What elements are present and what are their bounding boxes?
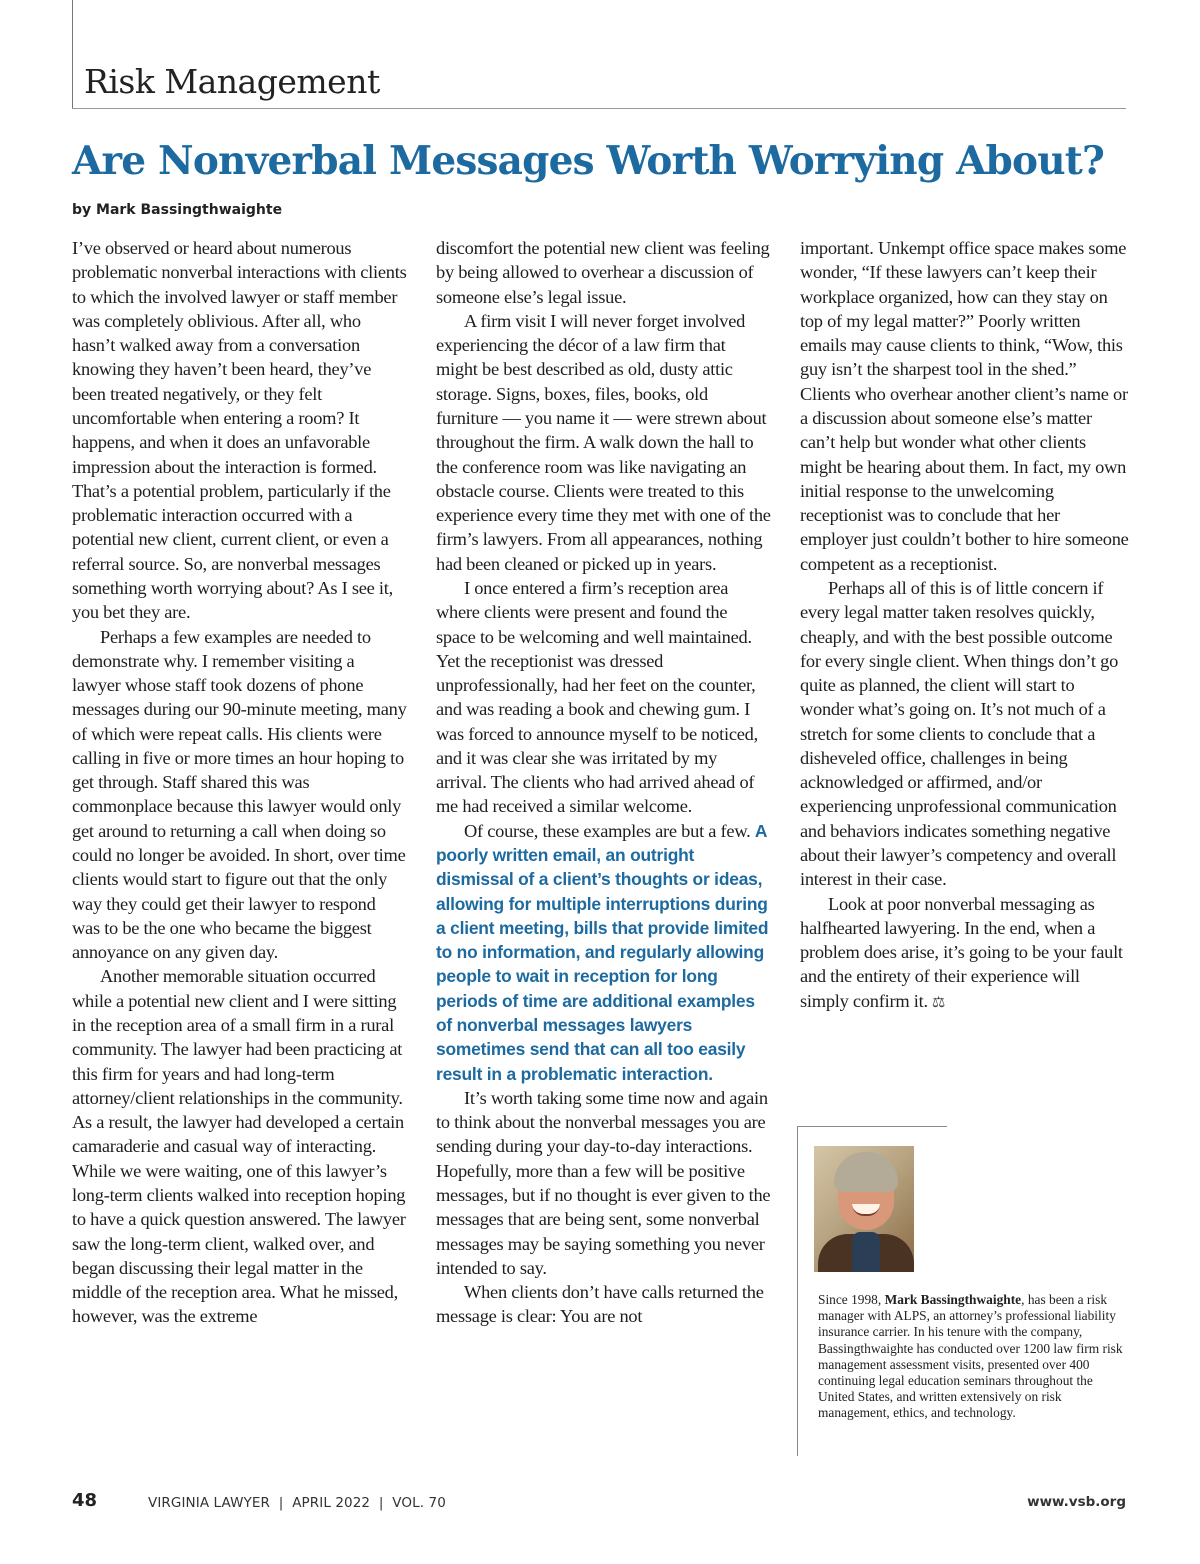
website-link[interactable]: www.vsb.org: [1027, 1494, 1126, 1510]
paragraph: discomfort the potential new client was feeling by being allowed to overhear a discussion of someone else’s legal issue.: [436, 238, 770, 307]
bio-author-name: Mark Bassingthwaighte: [884, 1292, 1022, 1307]
closing-text: Look at poor nonverbal messaging as halfhearted lawyering. In the end, when a problem does arise, it’s going to be your fault and the entirety of their experience will simply confirm it.: [800, 893, 1123, 1011]
paragraph: I once entered a firm’s reception area where clients were present and found the space to be welcoming and well maintained. Yet the receptionist was dressed unprofessionally, had her feet on the counter, and was reading a book and chewing gum. I was forced to announce myself to be noticed, and it was clear she was irritated by my arrival. The clients who had arrived ahead of me had received a similar welcome.: [436, 577, 758, 817]
section-divider-horizontal: [72, 108, 1126, 109]
paragraph: Another memorable situation occurred while a potential new client and I were sitting in the reception area of a small firm in a rural community. The lawyer had been practicing at this firm for years and had long-term attorney/client relationships in the community. As a result, the lawyer had developed a certain camaraderie and casual way of interacting. While we were waiting, one of this lawyer’s long-term clients walked into reception hoping to have a quick question answered. The lawyer saw the long-term client, walked over, and began discussing their legal matter in the middle of the reception area. What he missed, however, was the extreme: [72, 966, 406, 1327]
pull-quote: A poorly written email, an outright dismissal of a client’s thoughts or ideas, allowing for multiple interruptions during a client meeting, bills that provide limited to no information, and regularly allowing people to wait in reception for long periods of time are additional examples of nonverbal messages lawyers sometimes send that can all too easily result in a problematic interaction.: [436, 820, 769, 1084]
scales-end-icon: ⚖: [931, 994, 946, 1011]
article-title: Are Nonverbal Messages Worth Worrying About?: [72, 138, 1105, 184]
column-2: [436, 236, 771, 1329]
section-label: Risk Management: [84, 62, 380, 101]
bio-text: , has been a risk manager with ALPS, an attorney’s professional liability insurance carrier. In his tenure with the company, Bassingthwaighte has conducted over 1200 law firm risk management assessment visits, presented over 400 continuing legal education seminars throughout the United States, and written extensively on risk management, ethics, and technology.: [818, 1292, 1123, 1421]
publication-info: VIRGINIA LAWYER | APRIL 2022 | VOL. 70: [148, 1495, 446, 1511]
author-bio: [818, 1292, 1126, 1422]
paragraph-with-pull-quote: [436, 819, 771, 1086]
paragraph: It’s worth taking some time now and again to think about the nonverbal messages you are sending during your day-to-day interactions. Hopefully, more than a few will be positive messages, but if no thought is ever given to the messages that are being sent, some nonverbal messages may be saying something you never intended to say.: [436, 1087, 771, 1278]
author-photo: [814, 1146, 914, 1272]
paragraph: Perhaps a few examples are needed to demonstrate why. I remember visiting a lawyer whose staff took dozens of phone messages during our 90-minute meeting, many of which were repeat calls. His clients were calling in five or more times an hour hoping to get through. Staff shared this was commonplace because this lawyer would only get around to returning a call when doing so could no longer be avoided. In short, over time clients would start to figure out that the only way they could get their lawyer to respond was to be the one who became the biggest annoyance on any given day.: [72, 626, 407, 963]
paragraph-lead: Of course, these examples are but a few.: [464, 820, 751, 841]
byline: by Mark Bassingthwaighte: [72, 202, 283, 218]
paragraph-closing: [800, 892, 1130, 1015]
page-number: 48: [72, 1490, 98, 1511]
paragraph: When clients don’t have calls returned the message is clear: You are not: [436, 1282, 764, 1327]
column-3: [800, 236, 1130, 1015]
section-divider-vertical: [72, 0, 73, 108]
bio-divider-vertical: [797, 1126, 798, 1456]
paragraph: I’ve observed or heard about numerous problematic nonverbal interactions with clients to which the involved lawyer or staff member was completely oblivious. After all, who hasn’t walked away from a conversation knowing they haven’t been heard, they’ve been treated negatively, or they felt uncomfortable when entering a room? It happens, and when it does an unfavorable impression about the interaction is formed. That’s a potential problem, particularly if the problematic interaction occurred with a potential new client, current client, or even a referral source. So, are nonverbal messages something worth worrying about? As I see it, you bet they are.: [72, 238, 407, 623]
paragraph: Perhaps all of this is of little concern if every legal matter taken resolves quickly, cheaply, and with the best possible outcome for every single client. When things don’t go quite as planned, the client will start to wonder what’s going on. It’s not much of a stretch for some clients to conclude that a disheveled office, challenges in being acknowledged or affirmed, and/or experiencing unprofessional communication and behaviors indicates something negative about their lawyer’s competency and overall interest in their case.: [800, 577, 1119, 890]
column-1: [72, 236, 407, 1329]
bio-divider-horizontal: [797, 1126, 947, 1127]
paragraph: A firm visit I will never forget involved experiencing the décor of a law firm that might be best described as old, dusty attic storage. Signs, boxes, files, books, old furniture — you name it — were strewn about throughout the firm. A walk down the hall to the conference room was like navigating an obstacle course. Clients were treated to this experience every time they met with one of the firm’s lawyers. From all appearances, nothing had been cleaned or picked up in years.: [436, 310, 771, 574]
paragraph: important. Unkempt office space makes some wonder, “If these lawyers can’t keep their workplace organized, how can they stay on top of my legal matter?” Poorly written emails may cause clients to think, “Wow, this guy isn’t the sharpest tool in the shed.” Clients who overhear another client’s name or a discussion about someone else’s matter can’t help but wonder what other clients might be hearing about them. In fact, my own initial response to the unwelcoming receptionist was to conclude that her employer just couldn’t bother to hire someone competent as a receptionist.: [800, 238, 1129, 574]
bio-lead: Since 1998,: [818, 1292, 882, 1307]
